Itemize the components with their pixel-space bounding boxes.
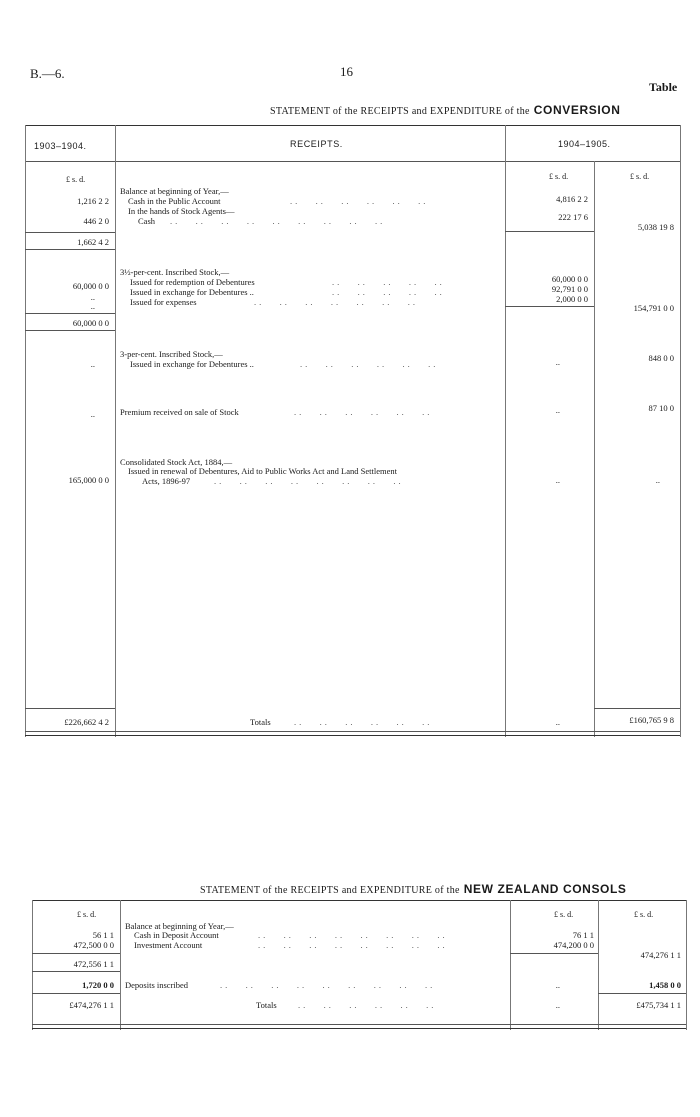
left-cash: 446 2 0 xyxy=(83,216,109,226)
left-stock35-total: 60,000 0 0 xyxy=(72,318,109,328)
left-exchange: .. xyxy=(90,292,95,302)
right-totals: £160,765 9 8 xyxy=(629,715,674,725)
stock3-heading: 3-per-cent. Inscribed Stock,— xyxy=(120,349,223,359)
deposits-inscribed-label: Deposits inscribed xyxy=(125,980,189,990)
left-redemption: 60,000 0 0 xyxy=(72,281,109,291)
conversion-title-prefix: STATEMENT of the RECEIPTS and EXPENDITURE of the xyxy=(270,106,530,117)
consols-right-balance-total: 474,276 1 1 xyxy=(640,950,681,960)
mid-premium: .. xyxy=(555,405,560,415)
consols-mid-deposits-inscribed: .. xyxy=(555,980,560,990)
consols-title-name: NEW ZEALAND CONSOLS xyxy=(463,882,627,896)
conversion-title xyxy=(270,101,620,119)
consols-totals-label: Totals xyxy=(256,1000,277,1010)
currency-header-left: £ s. d. xyxy=(66,175,86,184)
mid-expenses: 2,000 0 0 xyxy=(556,294,588,304)
left-totals: £226,662 4 2 xyxy=(64,717,109,727)
consols-left-totals: £474,276 1 1 xyxy=(69,1000,114,1010)
balance-heading: Balance at beginning of Year,— xyxy=(120,186,229,196)
consols-currency-left: £ s. d. xyxy=(77,910,97,919)
mid-public-account: 4,816 2 2 xyxy=(556,194,588,204)
exchange3-label: Issued in exchange for Debentures .. xyxy=(130,359,254,369)
left-balance-total: 1,662 4 2 xyxy=(77,237,109,247)
consols-mid-totals: .. xyxy=(555,1000,560,1010)
consols-mid-deposit: 76 1 1 xyxy=(572,930,594,940)
mid-stock3: .. xyxy=(555,357,560,367)
left-expenses: .. xyxy=(90,301,95,311)
renewal-line-2: Acts, 1896-97 xyxy=(142,476,191,486)
page-reference: B.—6. xyxy=(30,66,65,81)
stock-agents-label: In the hands of Stock Agents— xyxy=(128,206,235,216)
currency-header-right: £ s. d. xyxy=(630,172,650,181)
renewal-line-1: Issued in renewal of Debentures, Aid to Public Works Act and Land Settlement xyxy=(128,466,397,476)
right-stock3: 848 0 0 xyxy=(648,353,674,363)
conversion-title-name: CONVERSION xyxy=(533,103,621,117)
table-label: Table xyxy=(649,80,678,94)
left-premium: .. xyxy=(90,409,95,419)
mid-cash: 222 17 6 xyxy=(558,212,588,222)
right-balance-total: 5,038 19 8 xyxy=(637,222,674,232)
redemption-label: Issued for redemption of Debentures xyxy=(130,277,255,287)
expenses-label: Issued for expenses xyxy=(130,297,197,307)
currency-header-mid: £ s. d. xyxy=(549,172,569,181)
consols-left-deposit: 56 1 1 xyxy=(92,930,114,940)
cash-label: Cash xyxy=(138,216,155,226)
premium-label: Premium received on sale of Stock xyxy=(120,407,239,417)
conversion-col-1904: 1904–1905. xyxy=(558,139,611,149)
consols-right-totals: £475,734 1 1 xyxy=(636,1000,681,1010)
right-consolidated: .. xyxy=(655,475,660,485)
consols-right-deposits-inscribed: 1,458 0 0 xyxy=(649,980,681,990)
exchange-label: Issued in exchange for Debentures .. xyxy=(130,287,254,297)
consols-title-prefix: STATEMENT of the RECEIPTS and EXPENDITURE of the xyxy=(200,885,460,896)
right-stock35-total: 154,791 0 0 xyxy=(633,303,674,313)
consols-balance-heading: Balance at beginning of Year,— xyxy=(125,921,234,931)
consols-left-balance-total: 472,556 1 1 xyxy=(73,959,114,969)
mid-exchange: 92,791 0 0 xyxy=(551,284,588,294)
consols-left-investment: 472,500 0 0 xyxy=(73,940,114,950)
consols-title xyxy=(200,880,627,898)
left-consolidated: 165,000 0 0 xyxy=(68,475,109,485)
consols-mid-investment: 474,200 0 0 xyxy=(553,940,594,950)
consols-currency-mid: £ s. d. xyxy=(554,910,574,919)
public-account-label: Cash in the Public Account xyxy=(128,196,221,206)
consolidated-heading: Consolidated Stock Act, 1884,— xyxy=(120,457,233,467)
left-public-account: 1,216 2 2 xyxy=(77,196,109,206)
consols-currency-right: £ s. d. xyxy=(634,910,654,919)
stock35-heading: 3½-per-cent. Inscribed Stock,— xyxy=(120,267,230,277)
investment-account-label: Investment Account xyxy=(134,940,203,950)
conversion-col-receipts: RECEIPTS. xyxy=(290,139,343,149)
conversion-totals-label: Totals xyxy=(250,717,271,727)
left-stock3: .. xyxy=(90,359,95,369)
mid-redemption: 60,000 0 0 xyxy=(551,274,588,284)
deposit-account-label: Cash in Deposit Account xyxy=(134,930,219,940)
mid-consolidated: .. xyxy=(555,475,560,485)
conversion-col-1903: 1903–1904. xyxy=(34,141,87,151)
right-premium: 87 10 0 xyxy=(648,403,674,413)
page-number: 16 xyxy=(340,64,353,79)
consols-left-deposits-inscribed: 1,720 0 0 xyxy=(82,980,114,990)
mid-totals: .. xyxy=(555,717,560,727)
